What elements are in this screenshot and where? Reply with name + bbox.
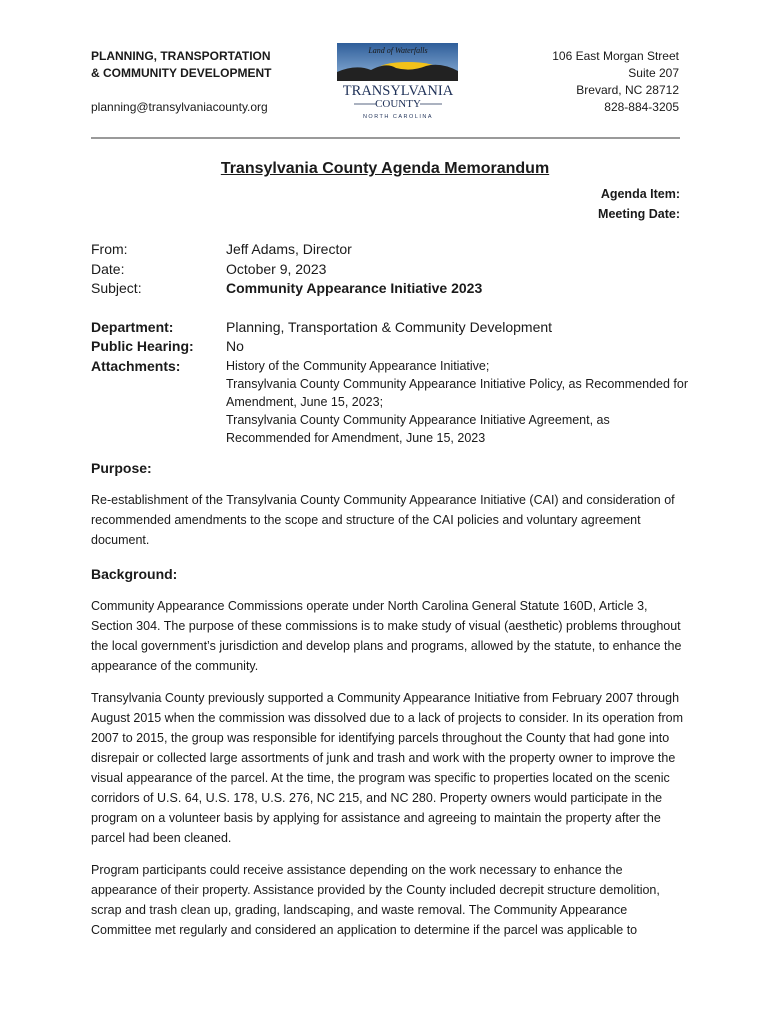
- background-paragraph: Program participants could receive assistance depending on the work necessary to enhance the appearance of their property. Assistance provided by the County included decrepit structure demolition, scrap and trash clean up, grading, landscaping, and waste removal. The Community Appearance Committee met regularly and considered an application to determine if the parcel was applicable to: [91, 863, 660, 937]
- background-paragraph: Community Appearance Commissions operate under North Carolina General Statute 160D, Article 3, Section 304. The purpose of these commissions is to make study of visual (aesthetic) problems throughout the local government’s jurisdiction and develop plans and programs, allowed by the statute, to enhance the appearance of the community.: [91, 599, 682, 673]
- address-suite: Suite 207: [628, 66, 679, 80]
- county-logo: [336, 42, 460, 120]
- memo-body: [91, 458, 683, 952]
- field-subject-label: Subject:: [91, 280, 142, 296]
- background-paragraph: Transylvania County previously supported a Community Appearance Initiative from February 2007 through August 2015 when the commission was dissolved due to a lack of projects to consider. In its operation from 2007 to 2015, the group was responsible for identifying parcels throughout the County that had gone into disrepair or collected large assortments of junk and trash and work with the property owner to improve the visual appearance of the parcel. At the time, the program was specific to properties located on the scenic corridors of U.S. 64, U.S. 178, U.S. 276, NC 215, and NC 280. Property owners would participate in the program on a volunteer basis by applying for assistance and agreeing to maintain the property after the parcel had been cleaned.: [91, 691, 683, 845]
- field-department-value: Planning, Transportation & Community Development: [226, 318, 553, 335]
- field-date-value: October 9, 2023: [226, 260, 327, 277]
- address-street: 106 East Morgan Street: [552, 49, 679, 63]
- field-attachments-label: Attachments:: [91, 357, 181, 374]
- agenda-meta: [598, 184, 680, 224]
- memo-title: Transylvania County Agenda Memorandum: [220, 160, 550, 177]
- field-subject-value: Community Appearance Initiative 2023: [226, 280, 483, 296]
- field-from-label: From:: [91, 241, 128, 257]
- address-city: Brevard, NC 28712: [576, 83, 679, 97]
- field-department-label: Department:: [91, 318, 174, 335]
- logo-county: COUNTY: [375, 98, 421, 110]
- attachment-item: History of the Community Appearance Initiative;: [226, 358, 490, 373]
- field-date: [91, 260, 691, 280]
- field-from-value: Jeff Adams, Director: [226, 241, 352, 257]
- background-heading: Background:: [91, 566, 178, 582]
- logo-tagline: Land of Waterfalls: [368, 46, 428, 55]
- meeting-date-label: Meeting Date:: [598, 207, 680, 221]
- header-divider: [91, 137, 680, 139]
- purpose-heading: Purpose:: [91, 460, 152, 476]
- field-from: [91, 240, 691, 260]
- memo-fields: [91, 240, 691, 447]
- department-email-link[interactable]: planning@transylvaniacounty.org: [91, 100, 268, 114]
- purpose-paragraph: Re-establishment of the Transylvania County Community Appearance Initiative (CAI) and consideration of recommended amendments to the scope and structure of the CAI policies and voluntary agreement document.: [91, 493, 675, 547]
- field-subject: [91, 279, 691, 299]
- field-date-label: Date:: [91, 260, 125, 277]
- attachment-item: Transylvania County Community Appearance Initiative Policy, as Recommended for Amendment, June 15, 2023;: [226, 376, 689, 409]
- field-public-hearing-label: Public Hearing:: [91, 338, 194, 354]
- field-public-hearing-value: No: [226, 338, 244, 354]
- field-public-hearing: [91, 337, 691, 357]
- address-phone: 828-884-3205: [604, 100, 679, 114]
- field-attachments: [91, 357, 691, 447]
- field-department: [91, 318, 691, 338]
- department-name-line-2: & COMMUNITY DEVELOPMENT: [91, 66, 272, 80]
- department-header: [91, 48, 271, 116]
- attachments-list: [226, 357, 691, 447]
- department-address: [552, 48, 679, 116]
- department-name-line-1: PLANNING, TRANSPORTATION: [91, 49, 271, 63]
- logo-state: NORTH CAROLINA: [362, 114, 434, 120]
- attachment-item: Transylvania County Community Appearance Initiative Agreement, as Recommended for Amendment, June 15, 2023: [226, 412, 610, 445]
- logo-name: TRANSYLVANIA: [342, 83, 454, 99]
- agenda-item-label: Agenda Item:: [600, 187, 680, 201]
